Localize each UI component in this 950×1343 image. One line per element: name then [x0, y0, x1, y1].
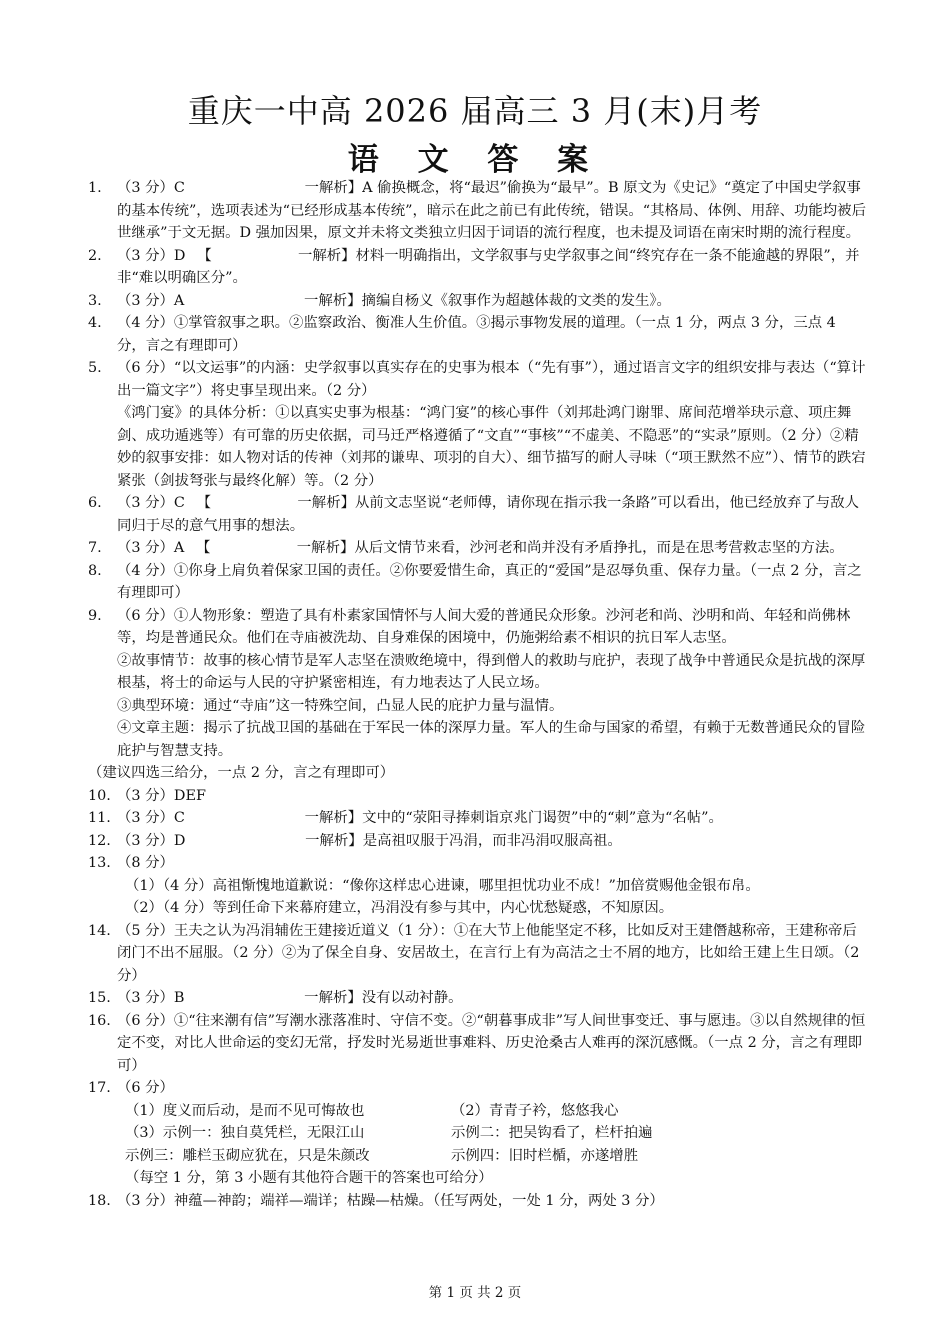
item-text: （6 分）“以文运事”的内涵：史学叙事以真实存在的史事为根本（“先有事”），通过语言文字的组织安排与表达（“算计出一篇文字”）将史事呈现出来。（2 分）	[117, 360, 866, 399]
answer-item	[88, 852, 866, 920]
answer-item	[88, 357, 866, 492]
item-number: 4.	[88, 315, 102, 331]
item-text: （4 分）①掌管叙事之职。②监察政治、衡准人生价值。③揭示事物发展的道理。（一点 1 分，两点 3 分，三点 4 分，言之有理即可）	[117, 315, 836, 354]
item-text: （3 分）DEF	[117, 787, 206, 804]
item-text: （3 分）A 【 一解析】从后文情节来看，沙河老和尚并没有矛盾挣扎，而是在思考营救志坚的方法。	[117, 540, 844, 556]
item-number: 16.	[88, 1012, 111, 1029]
item-number: 6.	[88, 495, 102, 511]
answer-item	[88, 1077, 866, 1190]
answer-cell: 示例三：雕栏玉砌应犹在，只是朱颜改	[125, 1147, 370, 1164]
item-text: （6 分）	[117, 1080, 174, 1096]
item-text: （3 分）C 【 一解析】从前文志坚说“老师傅，请你现在指示我一条路”可以看出，他已经放弃了与敌人同归于尽的意气用事的想法。	[117, 495, 859, 534]
item-text: （4 分）①你身上肩负着保家卫国的责任。②你要爱惜生命，真正的“爱国”是忍辱负重、保存力量。（一点 2 分，言之有理即可）	[117, 562, 862, 601]
item-text: （3 分）A 一解析】摘编自杨义《叙事作为超越体裁的文类的发生》。	[117, 292, 671, 309]
answer-item	[88, 605, 866, 763]
item-number: 7.	[88, 540, 102, 556]
answer-item	[88, 785, 866, 808]
answer-row	[117, 1100, 866, 1123]
item-number: 13.	[88, 855, 111, 871]
answer-list	[88, 177, 866, 1212]
item-text: （3 分）C 一解析】文中的“荥阳寻捧刺诣京兆门谒贺”中的“刺”意为“名帖”。	[117, 810, 723, 826]
item-number: 5.	[88, 360, 102, 376]
item-text: （6 分）①“往来潮有信”写潮水涨落准时、守信不变。②“朝暮事成非”写人间世事变迁、事与愿违。③以自然规律的恒定不变，对比人世命运的变幻无常，抒发时光易逝世事难料、历史沧桑古人难再的深沉感慨。（一点 2 分，言之有理即可）	[117, 1012, 866, 1074]
answer-item	[88, 290, 866, 313]
item-text: （6 分）①人物形象：塑造了具有朴素家国情怀与人间大爱的普通民众形象。沙河老和尚、沙明和尚、年轻和尚佛林等，均是普通民众。他们在寺庙被洗劫、自身难保的困境中，仍施粥给素不相识的抗日军人志坚。	[117, 607, 851, 646]
item-text: ②故事情节：故事的核心情节是军人志坚在溃败绝境中，得到僧人的救助与庇护，表现了战争中普通民众是抗战的深厚根基，将士的命运与人民的守护紧密相连，有力地表达了人民立场。	[117, 652, 866, 691]
item-note: （每空 1 分，第 3 小题有其他符合题干的答案也可给分）	[125, 1170, 493, 1186]
answer-cell: （2）青青子衿，悠悠我心	[451, 1102, 619, 1119]
item-number: 12.	[88, 832, 111, 849]
item-text: 《鸿门宴》的具体分析：①以真实史事为根基：“鸿门宴”的核心事件（刘邦赴鸿门谢罪、席间范增举玦示意、项庄舞剑、成功遁逃等）有可靠的历史依据，司马迁严格遵循了“文直”“事核”“不虚美、不隐恶”的“实录”原则。（2 分）②精妙的叙事安排：如人物对话的传神（刘邦的谦卑、项羽的自大）、细节描写的耐人寻味（“项王默然不应”）、情节的跌宕紧张（剑拔弩张与最终化解）等。（2 分）	[117, 405, 866, 489]
item-number: 1.	[88, 180, 102, 196]
item-number: 8.	[88, 562, 102, 579]
item-text: （8 分）	[117, 855, 174, 871]
item-note: （建议四选三给分，一点 2 分，言之有理即可）	[88, 765, 395, 781]
answer-item	[88, 312, 866, 357]
answer-cell: （3）示例一：独自莫凭栏，无限江山	[125, 1125, 365, 1141]
item-text: （3 分）D 【 一解析】材料一明确指出，文学叙事与史学叙事之间“终究存在一条不能逾越的界限”，并非“难以明确区分”。	[117, 247, 860, 286]
answer-item	[88, 830, 866, 853]
answer-item	[88, 177, 866, 245]
item-text: （3 分）B 一解析】没有以动衬静。	[117, 990, 463, 1006]
answer-item	[88, 1190, 866, 1213]
item-text: （3 分）神蕴—神韵；端祥—端详；枯躁—枯燥。（任写两处，一处 1 分，两处 3 分）	[117, 1192, 664, 1209]
item-text: ④文章主题：揭示了抗战卫国的基础在于军民一体的深厚力量。军人的生命与国家的希望，有赖于无数普通民众的冒险庇护与智慧支持。	[117, 720, 866, 759]
item-text: ③典型环境：通过“寺庙”这一特殊空间，凸显人民的庇护力量与温情。	[117, 697, 564, 714]
answer-item	[88, 537, 866, 560]
answer-item	[88, 920, 866, 988]
answer-item	[88, 807, 866, 830]
answer-item	[88, 1010, 866, 1078]
item-number: 9.	[88, 607, 102, 624]
answer-row	[117, 1122, 866, 1145]
answer-item	[88, 560, 866, 605]
item-number: 2.	[88, 247, 102, 264]
item-text: （3 分）C 一解析】A 偷换概念，将“最迟”偷换为“最早”。B 原文为《史记》“奠定了中国史学叙事的基本传统”，选项表述为“已经形成基本传统”，暗示在此之前已有此传统，错误。“其格局、体例、用辞、功能均被后世继承”于文无据。D 强加因果，原文并未将文类独立归因于词语的流行程度，也未提及词语在南宋时期的流行程度。	[117, 180, 866, 241]
answer-item	[88, 492, 866, 537]
item-number: 3.	[88, 292, 102, 309]
item-number: 11.	[88, 810, 111, 826]
answer-row	[117, 1145, 866, 1168]
item-subtext: （2）（4 分）等到任命下来幕府建立，冯涓没有参与其中，内心忧愁疑惑，不知原因。	[125, 900, 674, 916]
answer-item	[88, 987, 866, 1010]
page-title: 重庆一中高 2026 届高三 3 月(末)月考	[187, 92, 763, 130]
item-text: （3 分）D 一解析】是高祖叹服于冯涓，而非冯涓叹服高祖。	[117, 832, 622, 849]
item-number: 10.	[88, 787, 111, 804]
item-number: 17.	[88, 1080, 111, 1096]
item-number: 14.	[88, 922, 111, 939]
item-text: （5 分）王夫之认为冯涓辅佐王建接近道义（1 分）：①在大节上他能坚定不移，比如反对王建僭越称帝，王建称帝后闭门不出不屈服。（2 分）②为了保全自身、安居故土，在言行上有为高洁之士不屑的地方，比如给王建上生日颂。（2 分）	[117, 922, 860, 984]
item-subtext: （1）（4 分）高祖惭愧地道歉说：“像你这样忠心进谏，哪里担忧功业不成！”加倍赏赐他金银布帛。	[125, 877, 760, 894]
answer-cell: 示例二：把吴钩看了，栏杆拍遍	[451, 1125, 653, 1141]
answer-cell: （1）度义而后动，是而不见可悔故也	[125, 1102, 365, 1119]
page-subtitle: 语 文 答 案	[347, 142, 603, 178]
answer-item	[88, 245, 866, 290]
page-footer: 第 1 页 共 2 页	[428, 1285, 522, 1301]
item-number: 18.	[88, 1192, 111, 1209]
item-number: 15.	[88, 990, 111, 1006]
answer-cell: 示例四：旧时栏楯，亦遂增胜	[451, 1147, 639, 1164]
